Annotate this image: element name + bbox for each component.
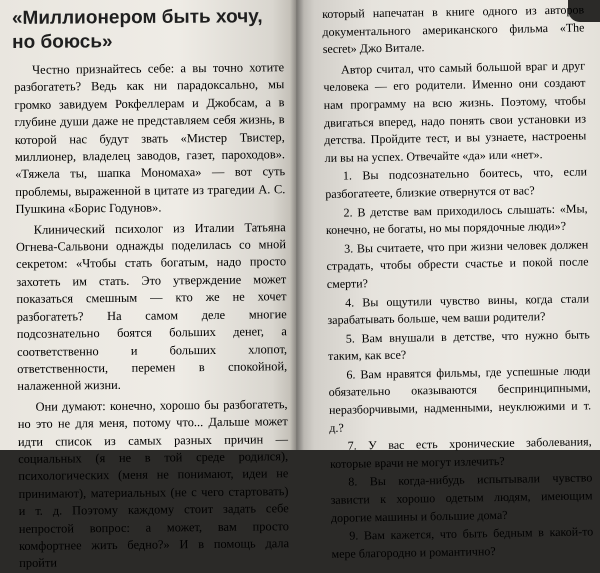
chapter-heading-line-2: но боюсь» xyxy=(12,31,113,53)
test-question-4: 4. Вы ощутили чувство вины, когда стали зарабатывать больше, чем ваши родители? xyxy=(327,290,590,328)
test-question-8: 8. Вы когда-нибудь испытывали чувство зависти к хорошо одетым людям, имеющим дорогие машины и большие дома? xyxy=(330,470,593,525)
right-page-text xyxy=(322,1,594,563)
left-paragraph-2: Клинический психолог из Италии Татьяна Огнева-Сальвони однажды поделилась со мной секретом: «Чтобы стать богатым, надо просто захотеть им стать. Это утверждение может показаться смешным — кто же не хочет разбогатеть? На самом деле многие подсознательно боятся больших денег, а соответственно и больших хлопот, ответственности, перемен в спокойной, налаженной жизни. xyxy=(15,219,288,394)
left-paragraph-3: Они думают: конечно, хорошо бы разбогатеть, но это не для меня, потому что... Дальше может идти список из самых разных причин — социальных (я не в той среде родился), психологических (меня не понимают, идеи не принимают), материальных (не с чего стартовать) и т. д. Поэтому каждому стоит задать себе непростой вопрос: а может, вам просто комфортнее жить бедно?» И в помощь дала пройти xyxy=(17,396,290,571)
chapter-heading-line-1: «Миллионером быть хочу, xyxy=(11,6,263,29)
right-paragraph: Автор считал, что самый большой враг и друг человека — его родители. Именно они создают нам программу на всю жизнь. Поэтому, чтобы двигаться вперед, надо понять свои установки из детства. Пройдите тест, и вы узнаете, настроены ли вы на успех. Отвечайте «да» или «нет». xyxy=(323,58,587,165)
right-intro: который напечатан в книге одного из авторов документального американского фильма «The secret» Джо Витале. xyxy=(322,2,585,57)
test-question-1: 1. Вы подсознательно боитесь, что, если разбогатеете, близкие отвернутся от вас? xyxy=(325,164,588,201)
test-question-7: 7. У вас есть хронические заболевания, которые врачи не могут излечить? xyxy=(329,434,592,471)
left-page-text xyxy=(14,59,289,573)
test-question-5: 5. Вам внушали в детстве, что нужно быть таким, как все? xyxy=(327,327,590,364)
chapter-heading xyxy=(12,5,282,55)
left-paragraph-1: Честно признайтесь себе: а вы точно хотите разбогатеть? Ведь как ни парадоксально, мы громко завидуем Рокфеллерам и Джобсам, а в глубине души даже не представляем себя жизнь, в которой нас будут звать «Мистер Твистер, миллионер, владелец заводов, газет, пароходов». «Тяжела ты, шапка Мономаха» — вот суть проблемы, выраженной в цитате из трагедии А. С. Пушкина «Борис Годунов». xyxy=(14,60,286,217)
test-question-6: 6. Вам нравятся фильмы, где успешные люди обязательно оказываются беспринципными, неразборчивыми, надменными, неуклюжими и т. д.? xyxy=(328,363,592,435)
test-question-3: 3. Вы считаете, что при жизни человек должен страдать, чтобы обрести счастье и покой после смерти? xyxy=(326,237,589,291)
test-question-9: 9. Вам кажется, что быть бедным в какой-то мере благородно и романтично? xyxy=(331,524,594,561)
test-question-2: 2. В детстве вам приходилось слышать: «Мы, конечно, не богаты, но мы порядочные люди»? xyxy=(325,200,588,238)
